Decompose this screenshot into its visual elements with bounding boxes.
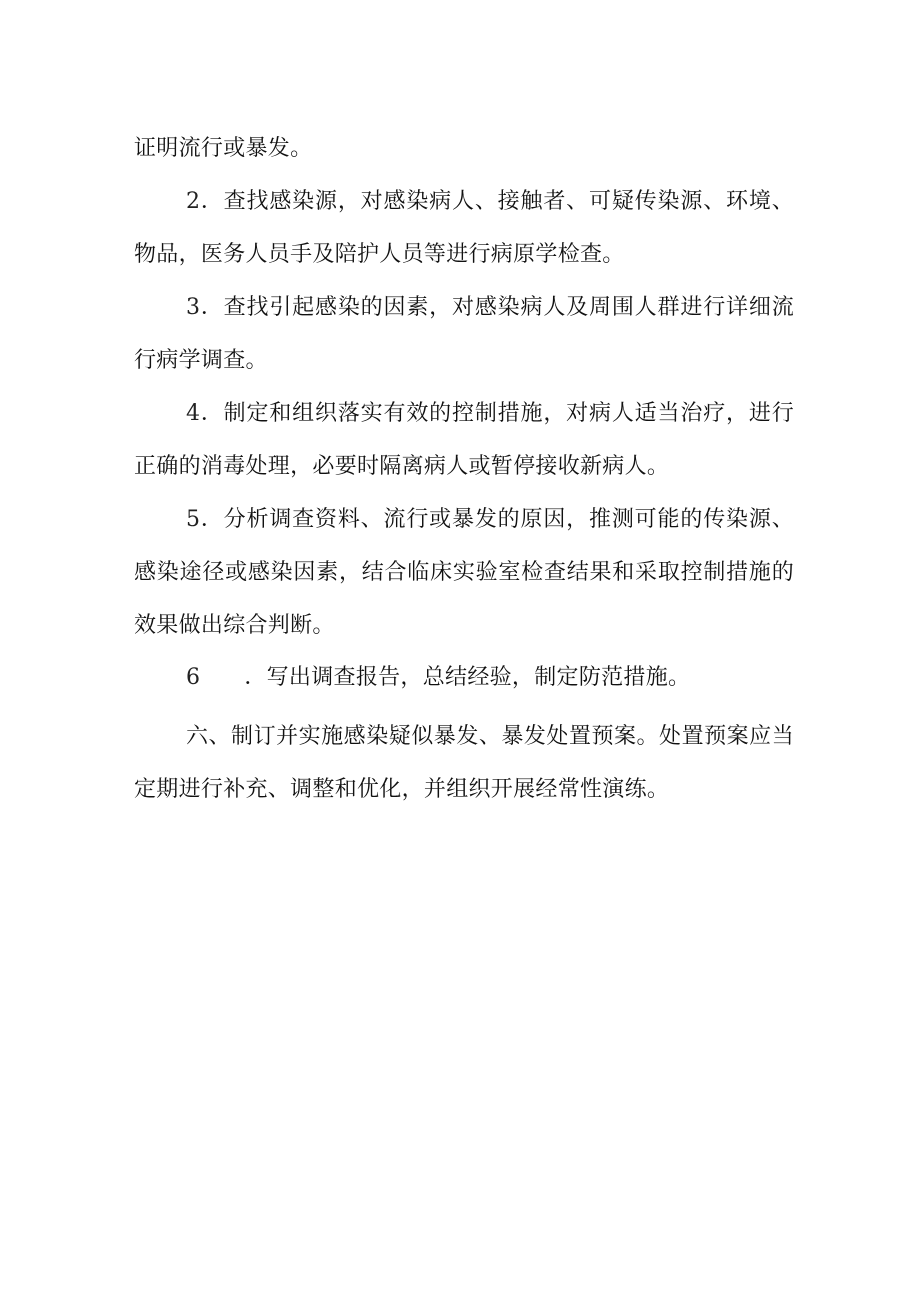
paragraph-text: 六、制订并实施感染疑似暴发、暴发处置预案。处置预案应当定期进行补充、调整和优化，并组织开展经常性演练。 xyxy=(134,724,794,802)
paragraph-item-4 xyxy=(134,387,794,493)
paragraph-item-5 xyxy=(134,493,794,652)
paragraph-text: ．查找引起感染的因素，对感染病人及周围人群进行详细流行病学调查。 xyxy=(134,295,794,373)
paragraph-item-2 xyxy=(134,175,794,281)
paragraph-item-6 xyxy=(134,652,794,704)
paragraph-text: ．查找感染源，对感染病人、接触者、可疑传染源、环境、物品，医务人员手及陪护人员等进行病原学检查。 xyxy=(134,189,794,267)
item-number: 3 xyxy=(186,295,201,320)
document-body xyxy=(134,122,794,816)
item-number: 2 xyxy=(186,189,201,214)
item-number: 5 xyxy=(186,507,201,532)
paragraph-text: ．写出调查报告，总结经验，制定防范措施。 xyxy=(244,665,691,690)
paragraph-item-3 xyxy=(134,281,794,387)
item-number: 4 xyxy=(186,401,201,426)
paragraph-text: 证明流行或暴发。 xyxy=(134,136,313,161)
paragraph-continuation xyxy=(134,122,794,175)
paragraph-text: ．制定和组织落实有效的控制措施，对病人适当治疗，进行正确的消毒处理，必要时隔离病人或暂停接收新病人。 xyxy=(134,401,794,479)
item-number: 6 xyxy=(186,665,201,690)
paragraph-text: ．分析调查资料、流行或暴发的原因，推测可能的传染源、感染途径或感染因素，结合临床实验室检查结果和采取控制措施的效果做出综合判断。 xyxy=(134,507,794,638)
paragraph-section-six xyxy=(134,710,794,816)
